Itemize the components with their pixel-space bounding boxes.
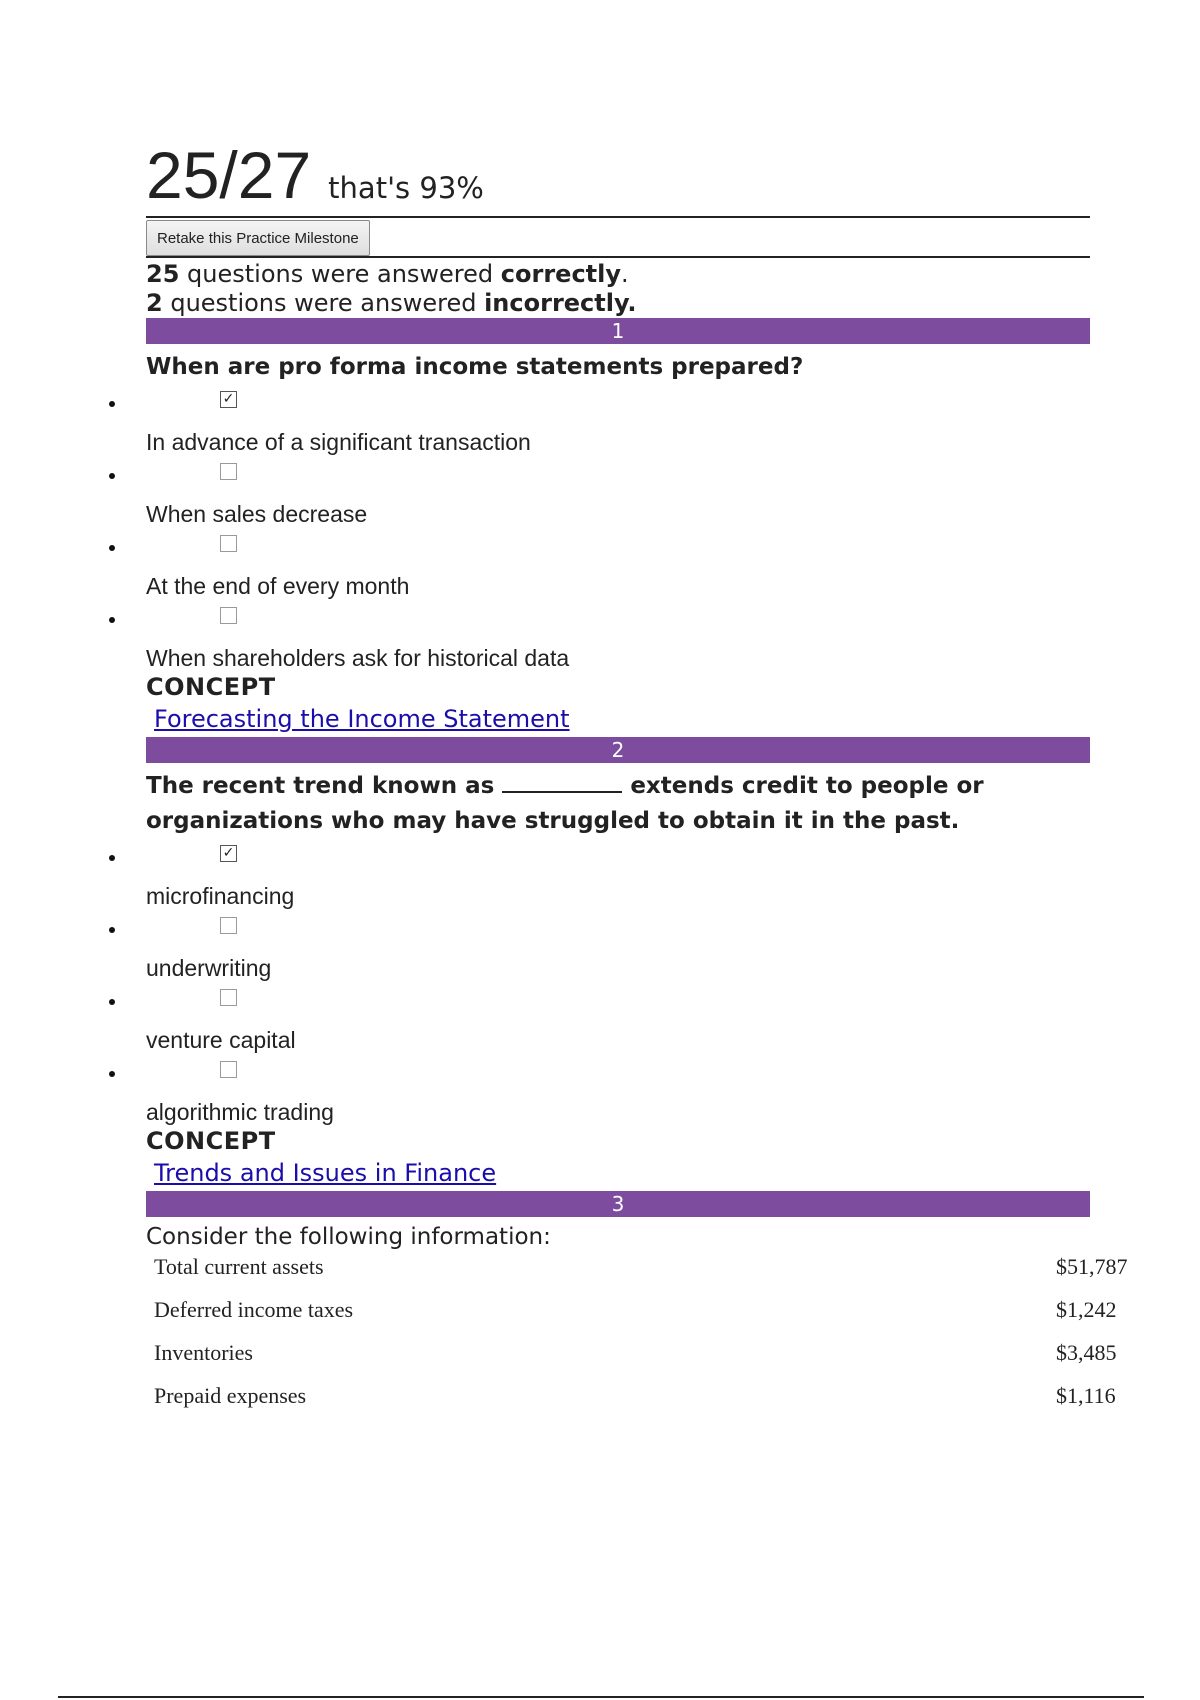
answer-label: venture capital [146, 1027, 296, 1053]
bullet-icon [109, 1071, 115, 1077]
correct-text: questions were answered [179, 260, 501, 288]
answer-list [146, 389, 1090, 675]
concept-label: CONCEPT [146, 673, 276, 701]
answer-label: underwriting [146, 955, 272, 981]
results-summary [146, 258, 1090, 318]
table-cell-item: Prepaid expenses [154, 1382, 307, 1408]
bullet-icon [109, 855, 115, 861]
table-cell-item: Total current assets [154, 1253, 324, 1279]
bullet-icon [109, 473, 115, 479]
bullet-icon [109, 999, 115, 1005]
score-header [146, 140, 1090, 218]
question-number-bar: 3 [146, 1191, 1090, 1217]
answer-label: microfinancing [146, 883, 295, 909]
question-text: When are pro forma income statements prepared? [146, 354, 804, 380]
checkbox-empty-icon[interactable] [220, 607, 237, 624]
checkbox-empty-icon[interactable] [220, 989, 237, 1006]
question-number-bar: 2 [146, 737, 1090, 763]
concept-link[interactable]: Trends and Issues in Finance [154, 1159, 497, 1187]
concept-label: CONCEPT [146, 1127, 276, 1155]
answer-option [146, 915, 1090, 987]
results-page [146, 140, 1090, 1255]
answer-label: In advance of a significant transaction [146, 429, 531, 455]
table-cell-value: $1,116 [1056, 1382, 1116, 1408]
answer-label: algorithmic trading [146, 1099, 334, 1125]
incorrect-word: incorrectly. [484, 289, 637, 317]
incorrect-text: questions were answered [162, 289, 485, 317]
score-percent: that's 93% [328, 171, 484, 205]
correct-count: 25 [146, 260, 180, 288]
answer-option [146, 843, 1090, 915]
page-bottom-rule [58, 1696, 1144, 1698]
answer-label: When shareholders ask for historical data [146, 645, 570, 671]
bullet-icon [109, 545, 115, 551]
bullet-icon [109, 617, 115, 623]
incorrect-summary [146, 289, 1090, 318]
score-fraction: 25/27 [146, 138, 312, 212]
table-row [146, 1288, 1142, 1331]
question-text [146, 769, 1090, 839]
checkbox-empty-icon[interactable] [220, 917, 237, 934]
answer-option [146, 461, 1090, 533]
checkbox-empty-icon[interactable] [220, 1061, 237, 1078]
checkbox-empty-icon[interactable] [220, 535, 237, 552]
table-row [146, 1245, 1142, 1288]
correct-summary [146, 260, 1090, 289]
answer-option [146, 987, 1090, 1059]
table-cell-value: $51,787 [1056, 1253, 1128, 1279]
concept-link[interactable]: Forecasting the Income Statement [154, 705, 570, 733]
table-cell-value: $1,242 [1056, 1296, 1117, 1322]
incorrect-count: 2 [146, 289, 163, 317]
checkbox-empty-icon[interactable] [220, 463, 237, 480]
answer-option [146, 605, 1090, 675]
answer-label: When sales decrease [146, 501, 368, 527]
correct-period: . [621, 260, 629, 288]
checkbox-checked-icon[interactable]: ✓ [220, 845, 237, 862]
table-cell-item: Inventories [154, 1339, 253, 1365]
table-cell-item: Deferred income taxes [154, 1296, 354, 1322]
answer-option [146, 1059, 1090, 1129]
correct-word: correctly [500, 260, 622, 288]
bullet-icon [109, 401, 115, 407]
table-cell-value: $3,485 [1056, 1339, 1117, 1365]
bullet-icon [109, 927, 115, 933]
table-row [146, 1374, 1142, 1417]
answer-option [146, 389, 1090, 461]
fill-in-blank [502, 769, 622, 793]
question-text-end: extends credit to people or organizations who may have struggled to obtain it in the past. [146, 773, 984, 834]
answer-list [146, 843, 1090, 1129]
financial-info-table [146, 1245, 1142, 1417]
question-text: Consider the following information: [146, 1224, 551, 1250]
retake-button[interactable]: Retake this Practice Milestone [146, 220, 370, 256]
question-text-start: The recent trend known as [146, 773, 503, 799]
table-row [146, 1331, 1142, 1374]
question-number-bar: 1 [146, 318, 1090, 344]
answer-label: At the end of every month [146, 573, 410, 599]
checkbox-checked-icon[interactable]: ✓ [220, 391, 237, 408]
retake-row [146, 218, 1090, 258]
answer-option [146, 533, 1090, 605]
